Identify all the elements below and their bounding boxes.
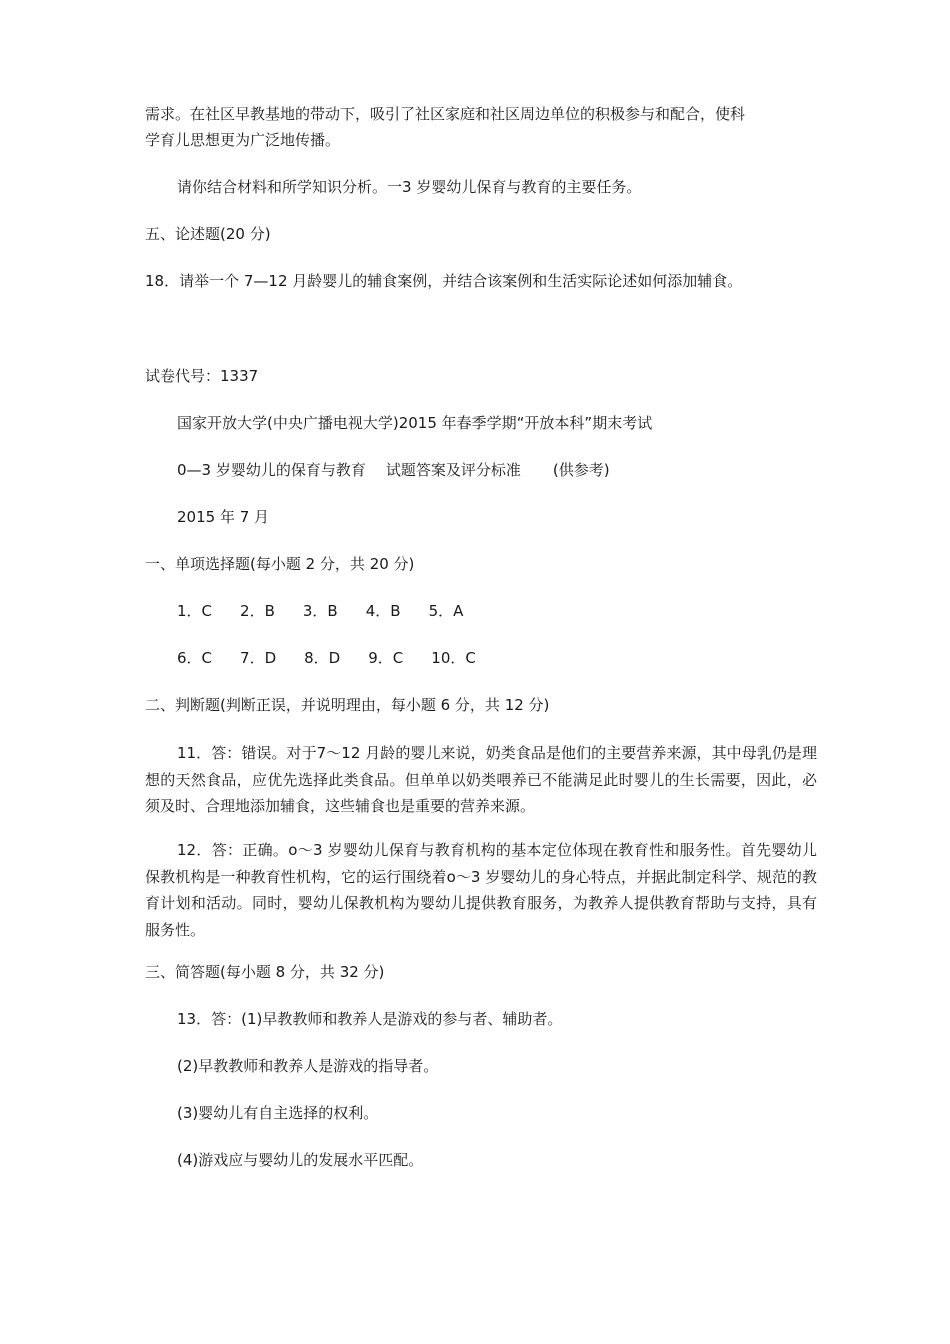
section-1-heading: 一、单项选择题(每小题 2 分，共 20 分) [145, 555, 415, 573]
answer-11: 11．答：错误。对于7～12 月龄的婴儿来说，奶类食品是他们的主要营养来源，其中母乳仍是理想的天然食品，应优先选择此类食品。但单单以奶类喂养已不能满足此时婴儿的生长需要，因此，必须及时、合理地添加辅食，这些辅食也是重要的营养来源。 [145, 744, 817, 815]
exam-date: 2015 年 7 月 [177, 508, 270, 526]
answer-item: 8．D [304, 649, 341, 667]
answer-12: 12．答：正确。o～3 岁婴幼儿保育与教育机构的基本定位体现在教育性和服务性。首先婴幼儿保教机构是一种教育性机构，它的运行围绕着o～3 岁婴幼儿的身心特点，并据此制定科学、规范的教育计划和活动。同时，婴幼儿保教机构为婴幼儿提供教育服务，为教养人提供教育帮助与支持，具有服务性。 [145, 841, 817, 939]
answer-item: 1．C [177, 602, 213, 620]
answer-item: 5．A [428, 602, 464, 620]
question-17-prompt: 请你结合材料和所学知识分析。一3 岁婴幼儿保育与教育的主要任务。 [177, 178, 642, 196]
answer-item: 4．B [365, 602, 401, 620]
answer-item: 7．D [240, 649, 277, 667]
exam-title: 国家开放大学(中央广播电视大学)2015 年春季学期“开放本科”期末考试 [177, 414, 653, 432]
section-3-heading: 三、简答题(每小题 8 分，共 32 分) [145, 963, 385, 981]
answer-subtitle: 试题答案及评分标准 [385, 461, 521, 479]
course-line [177, 458, 820, 482]
answer-item: 10．C [431, 649, 476, 667]
answer-item: 9．C [368, 649, 404, 667]
exam-code: 试卷代号：1337 [145, 367, 259, 385]
answer-item: 2．B [240, 602, 275, 620]
answer-13-point-3: (3)婴幼儿有自主选择的权利。 [177, 1104, 379, 1122]
answer-item: 6．C [177, 649, 213, 667]
answer-item: 3．B [302, 602, 338, 620]
answer-row-1 [177, 599, 820, 623]
question-18: 18．请举一个 7—12 月龄婴儿的辅食案例，并结合该案例和生活实际论述如何添加辅食。 [145, 272, 743, 290]
section-2-heading: 二、判断题(判断正误，并说明理由，每小题 6 分，共 12 分) [145, 696, 550, 714]
course-name: 0—3 岁婴幼儿的保育与教育 [177, 461, 366, 479]
answer-13-point-1: 13．答：(1)早教教师和教养人是游戏的参与者、辅助者。 [177, 1010, 563, 1028]
answer-13-point-2: (2)早教教师和教养人是游戏的指导者。 [177, 1057, 439, 1075]
paragraph-line: 学育儿思想更为广泛地传播。 [145, 131, 341, 149]
answer-13-point-4: (4)游戏应与婴幼儿的发展水平匹配。 [177, 1151, 424, 1169]
answer-row-2 [177, 646, 820, 670]
paragraph-line: 需求。在社区早教基地的带动下，吸引了社区家庭和社区周边单位的积极参与和配合，使科 [145, 105, 746, 123]
section-5-heading: 五、论述题(20 分) [145, 225, 271, 243]
reference-note: (供参考) [552, 461, 610, 479]
